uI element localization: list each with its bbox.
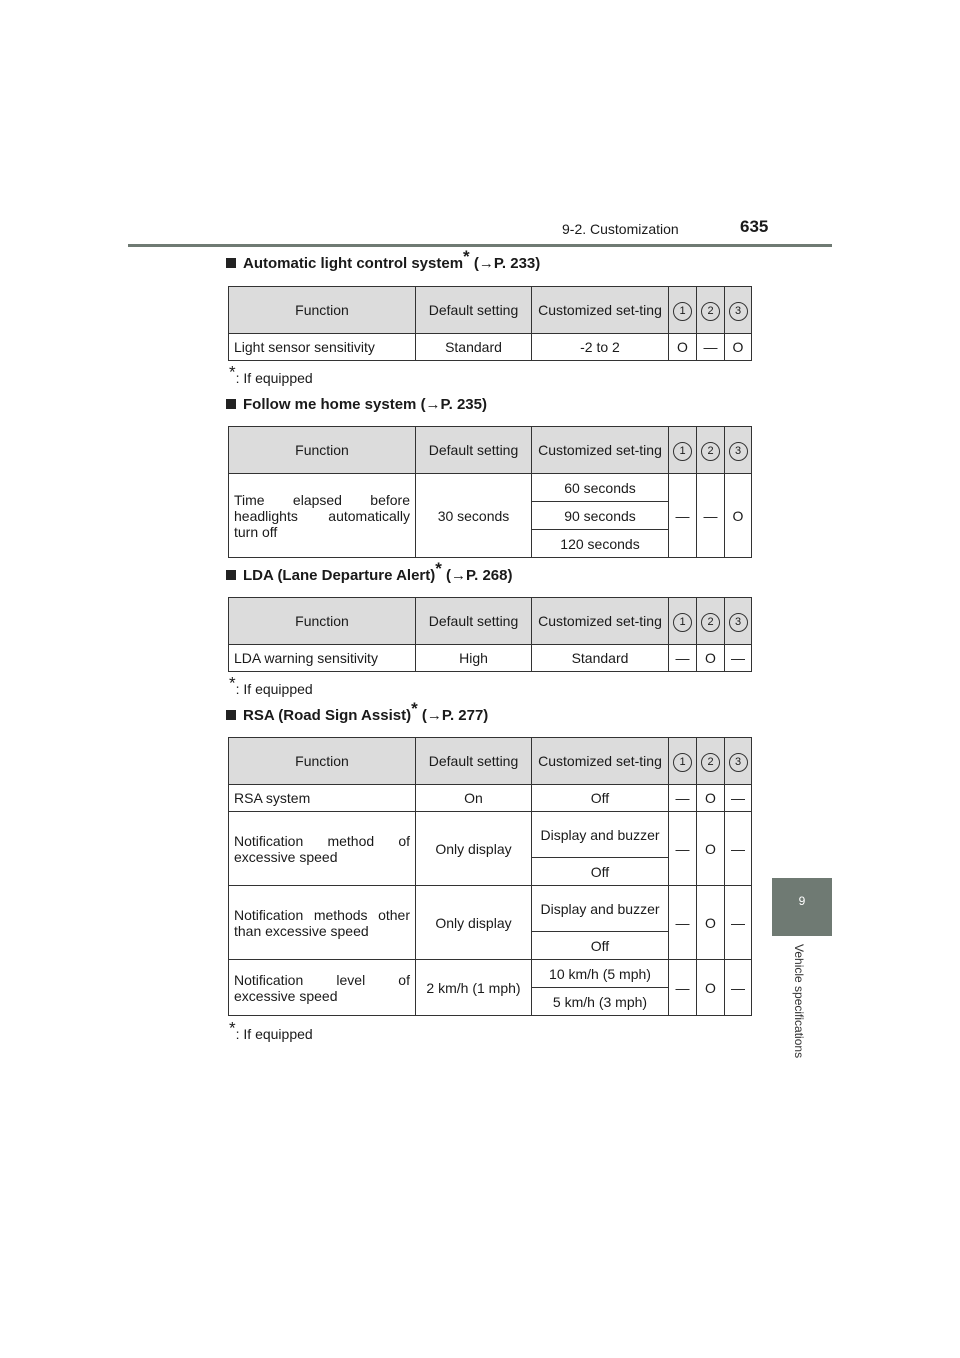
table-row: Time elapsed before headlights automatically turn off 30 seconds 60 seconds — — O [229, 474, 752, 502]
table-rsa [228, 737, 752, 1016]
table-row: 5 km/h (3 mph) [229, 988, 752, 1016]
section-title-lda: LDA (Lane Departure Alert)* (→P. 268) [226, 567, 512, 584]
circle-1-icon: 1 [673, 613, 692, 632]
square-bullet-icon [226, 258, 236, 268]
table-header-row [229, 287, 752, 334]
circle-3-icon: 3 [729, 613, 748, 632]
table-row: Light sensor sensitivity Standard -2 to 2 O — O [229, 334, 752, 361]
section-title-rsa: RSA (Road Sign Assist)* (→P. 277) [226, 707, 488, 724]
header-default: Default setting [416, 287, 532, 334]
footnote: *: If equipped [229, 1018, 313, 1042]
table-header-row: Function Default setting Customized set-ting 1 2 3 [229, 598, 752, 645]
table-row: Off [229, 932, 752, 960]
square-bullet-icon [226, 710, 236, 720]
header-function: Function [229, 287, 416, 334]
footnote: *: If equipped [229, 362, 313, 386]
page-number: 635 [740, 217, 769, 236]
circle-2-icon: 2 [701, 302, 720, 321]
table-row: Notification methods other than excessive speed Only display Display and buzzer — O — [229, 886, 752, 932]
circle-3-icon: 3 [729, 302, 748, 321]
footnote: *: If equipped [229, 673, 313, 697]
table-row: Off [229, 858, 752, 886]
header-divider [128, 244, 832, 247]
table-header-row: Function Default setting Customized set-ting 1 2 3 [229, 427, 752, 474]
circle-3-icon: 3 [729, 753, 748, 772]
table-header-row: Function Default setting Customized set-ting 1 2 3 [229, 738, 752, 785]
header-customized: Customized set-ting [532, 287, 669, 334]
circle-2-icon: 2 [701, 442, 720, 461]
circle-3-icon: 3 [729, 442, 748, 461]
chapter-number: 9 [798, 894, 806, 908]
table-row: Notification method of excessive speed Only display Display and buzzer — O — [229, 812, 752, 858]
section-heading: 9-2. Customization [562, 221, 679, 237]
circle-1-icon: 1 [673, 753, 692, 772]
circle-2-icon: 2 [701, 613, 720, 632]
circle-2-icon: 2 [701, 753, 720, 772]
section-title-follow-me-home: Follow me home system (→P. 235) [226, 396, 487, 413]
square-bullet-icon [226, 570, 236, 580]
table-row: 120 seconds [229, 530, 752, 558]
table-row: RSA system On Off — O — [229, 785, 752, 812]
circle-1-icon: 1 [673, 442, 692, 461]
section-title-automatic-light: Automatic light control system* (→P. 233) [226, 255, 540, 272]
table-row: 90 seconds [229, 502, 752, 530]
table-follow-me-home [228, 426, 752, 558]
table-row: Notification level of excessive speed 2 km/h (1 mph) 10 km/h (5 mph) — O — [229, 960, 752, 988]
chapter-label: Vehicle specifications [792, 944, 806, 1059]
table-automatic-light [228, 286, 752, 361]
table-lda [228, 597, 752, 672]
chapter-tab [772, 878, 832, 936]
square-bullet-icon [226, 399, 236, 409]
table-row: LDA warning sensitivity High Standard — O — [229, 645, 752, 672]
circle-1-icon: 1 [673, 302, 692, 321]
